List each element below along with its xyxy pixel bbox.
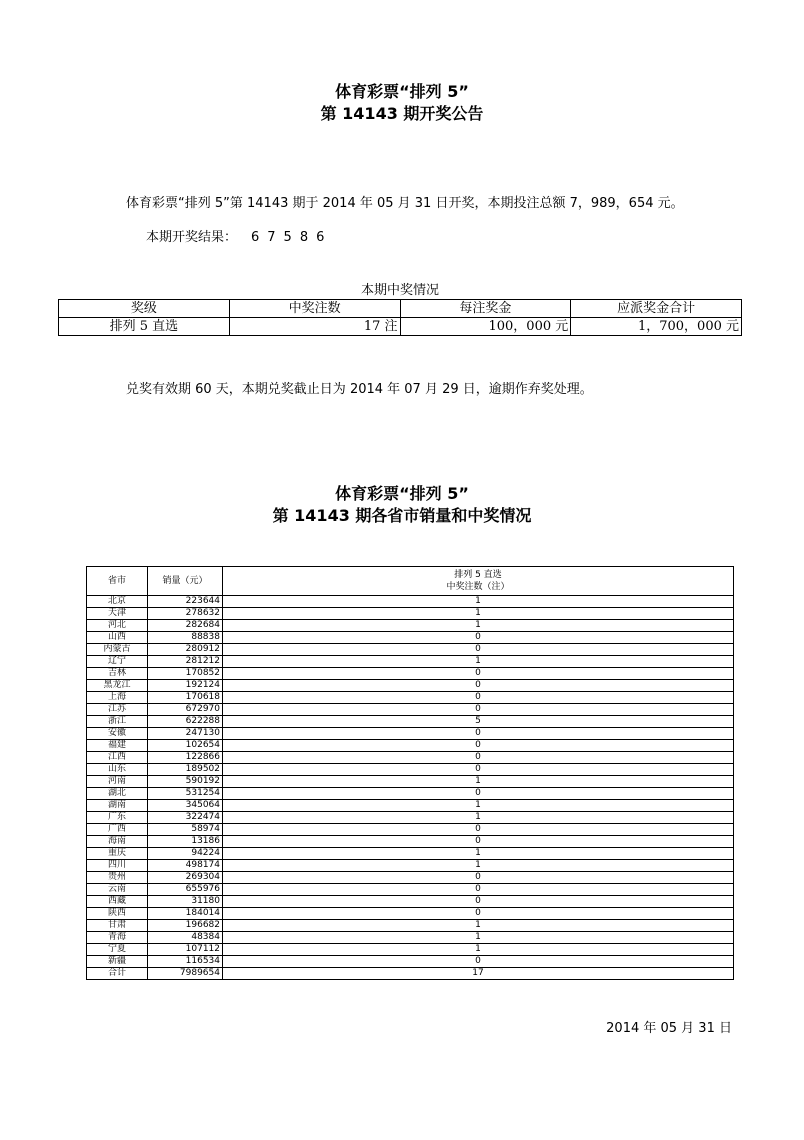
cell-wins: 1 <box>223 944 734 956</box>
cell-wins: 0 <box>223 872 734 884</box>
table-row <box>87 908 734 920</box>
table-row <box>87 944 734 956</box>
table-row <box>87 932 734 944</box>
sales-table-header-row <box>87 567 734 596</box>
redemption-notice: 兑奖有效期 60 天，本期兑奖截止日为 2014 年 07 月 29 日，逾期作弃奖处理。 <box>126 382 593 397</box>
header-province: 省市 <box>87 567 148 596</box>
cell-sales: 122866 <box>148 752 223 764</box>
cell-sales: 531254 <box>148 788 223 800</box>
table-row <box>87 728 734 740</box>
table-row <box>87 692 734 704</box>
table-row <box>87 656 734 668</box>
table-row <box>87 956 734 968</box>
cell-province: 黑龙江 <box>87 680 148 692</box>
cell-sales: 498174 <box>148 860 223 872</box>
cell-wins: 0 <box>223 632 734 644</box>
prize-table-header-row <box>59 300 742 318</box>
table-row <box>87 740 734 752</box>
cell-wins: 1 <box>223 596 734 608</box>
table-row <box>87 596 734 608</box>
table-row <box>87 668 734 680</box>
prize-table-row <box>59 318 742 336</box>
header-wins <box>223 567 734 596</box>
cell-province: 重庆 <box>87 848 148 860</box>
table-row <box>87 884 734 896</box>
cell-sales: 196682 <box>148 920 223 932</box>
cell-province: 云南 <box>87 884 148 896</box>
cell-sales: 281212 <box>148 656 223 668</box>
table-row <box>87 860 734 872</box>
cell-sales: 170618 <box>148 692 223 704</box>
draw-result <box>146 226 332 245</box>
cell-province: 新疆 <box>87 956 148 968</box>
cell-wins: 1 <box>223 860 734 872</box>
cell-sales: 7989654 <box>148 968 223 980</box>
header-prize-level: 奖级 <box>59 300 230 318</box>
header-wins-line2: 中奖注数（注） <box>446 582 510 592</box>
cell-province: 合计 <box>87 968 148 980</box>
cell-province: 上海 <box>87 692 148 704</box>
cell-wins: 1 <box>223 776 734 788</box>
cell-sales: 655976 <box>148 884 223 896</box>
cell-sales: 31180 <box>148 896 223 908</box>
table-row <box>87 824 734 836</box>
cell-wins: 0 <box>223 752 734 764</box>
cell-wins: 0 <box>223 668 734 680</box>
cell-province: 贵州 <box>87 872 148 884</box>
cell-sales: 102654 <box>148 740 223 752</box>
cell-sales: 672970 <box>148 704 223 716</box>
cell-sales: 107112 <box>148 944 223 956</box>
cell-sales: 116534 <box>148 956 223 968</box>
cell-wins: 0 <box>223 908 734 920</box>
prize-table-caption: 本期中奖情况 <box>360 283 439 298</box>
table-row <box>87 620 734 632</box>
sales-title-line2: 第 14143 期各省市销量和中奖情况 <box>272 506 532 525</box>
cell-sales: 278632 <box>148 608 223 620</box>
cell-wins: 1 <box>223 920 734 932</box>
cell-wins: 0 <box>223 644 734 656</box>
table-row <box>87 716 734 728</box>
cell-sales: 189502 <box>148 764 223 776</box>
table-row <box>87 644 734 656</box>
cell-province: 山东 <box>87 764 148 776</box>
cell-wins: 17 <box>223 968 734 980</box>
cell-wins: 0 <box>223 884 734 896</box>
table-row <box>87 776 734 788</box>
sales-date: 2014 年 05 月 31 日 <box>606 1021 732 1036</box>
cell-province: 湖南 <box>87 800 148 812</box>
result-label: 本期开奖结果： <box>146 230 238 245</box>
cell-province: 广东 <box>87 812 148 824</box>
sales-table <box>86 566 734 980</box>
cell-sales: 192124 <box>148 680 223 692</box>
cell-province: 安徽 <box>87 728 148 740</box>
cell-wins: 1 <box>223 812 734 824</box>
cell-sales: 247130 <box>148 728 223 740</box>
header-sales: 销量（元） <box>148 567 223 596</box>
cell-prize-per-bet: 100，000 元 <box>400 318 571 336</box>
cell-province: 河北 <box>87 620 148 632</box>
cell-sales: 170852 <box>148 668 223 680</box>
cell-wins: 0 <box>223 788 734 800</box>
announcement-title-line2: 第 14143 期开奖公告 <box>320 104 484 123</box>
cell-province: 天津 <box>87 608 148 620</box>
cell-province: 甘肃 <box>87 920 148 932</box>
cell-wins: 1 <box>223 620 734 632</box>
cell-wins: 0 <box>223 680 734 692</box>
announcement-intro: 体育彩票“排列 5”第 14143 期于 2014 年 05 月 31 日开奖，本期投注总额 7，989，654 元。 <box>126 196 684 211</box>
cell-province: 四川 <box>87 860 148 872</box>
cell-province: 陕西 <box>87 908 148 920</box>
cell-sales: 223644 <box>148 596 223 608</box>
cell-sales: 269304 <box>148 872 223 884</box>
cell-sales: 282684 <box>148 620 223 632</box>
cell-province: 宁夏 <box>87 944 148 956</box>
cell-province: 辽宁 <box>87 656 148 668</box>
table-row <box>87 896 734 908</box>
cell-wins: 0 <box>223 764 734 776</box>
cell-province: 湖北 <box>87 788 148 800</box>
cell-wins: 1 <box>223 932 734 944</box>
cell-sales: 590192 <box>148 776 223 788</box>
cell-province: 内蒙古 <box>87 644 148 656</box>
cell-province: 西藏 <box>87 896 148 908</box>
cell-wins: 0 <box>223 956 734 968</box>
cell-province: 江西 <box>87 752 148 764</box>
header-win-count: 中奖注数 <box>229 300 400 318</box>
cell-wins: 1 <box>223 800 734 812</box>
cell-wins: 0 <box>223 704 734 716</box>
cell-province: 山西 <box>87 632 148 644</box>
table-row <box>87 704 734 716</box>
table-row <box>87 920 734 932</box>
announcement-title-line1: 体育彩票“排列 5” <box>335 82 469 101</box>
cell-sales: 58974 <box>148 824 223 836</box>
header-prize-per-bet: 每注奖金 <box>400 300 571 318</box>
table-row <box>87 632 734 644</box>
cell-wins: 0 <box>223 896 734 908</box>
cell-province: 河南 <box>87 776 148 788</box>
table-row <box>87 680 734 692</box>
table-row <box>87 836 734 848</box>
table-row <box>87 848 734 860</box>
cell-prize-level: 排列 5 直选 <box>59 318 230 336</box>
header-total-payout: 应派奖金合计 <box>571 300 742 318</box>
cell-wins: 1 <box>223 848 734 860</box>
cell-province: 江苏 <box>87 704 148 716</box>
cell-wins: 1 <box>223 608 734 620</box>
cell-province: 福建 <box>87 740 148 752</box>
header-wins-line1: 排列 5 直选 <box>454 570 502 580</box>
cell-sales: 48384 <box>148 932 223 944</box>
cell-sales: 622288 <box>148 716 223 728</box>
table-row <box>87 608 734 620</box>
cell-sales: 94224 <box>148 848 223 860</box>
cell-sales: 345064 <box>148 800 223 812</box>
cell-wins: 0 <box>223 728 734 740</box>
cell-province: 海南 <box>87 836 148 848</box>
cell-sales: 184014 <box>148 908 223 920</box>
cell-win-count: 17 注 <box>229 318 400 336</box>
cell-wins: 0 <box>223 824 734 836</box>
cell-wins: 5 <box>223 716 734 728</box>
table-row <box>87 812 734 824</box>
result-numbers: 67586 <box>251 230 333 245</box>
cell-province: 浙江 <box>87 716 148 728</box>
table-row <box>87 968 734 980</box>
cell-sales: 13186 <box>148 836 223 848</box>
sales-table-body <box>87 596 734 980</box>
sales-title-line1: 体育彩票“排列 5” <box>335 484 469 503</box>
cell-province: 广西 <box>87 824 148 836</box>
cell-wins: 0 <box>223 740 734 752</box>
prize-table <box>58 299 742 336</box>
table-row <box>87 872 734 884</box>
table-row <box>87 788 734 800</box>
cell-province: 吉林 <box>87 668 148 680</box>
table-row <box>87 764 734 776</box>
table-row <box>87 752 734 764</box>
cell-wins: 0 <box>223 692 734 704</box>
cell-wins: 1 <box>223 656 734 668</box>
cell-province: 青海 <box>87 932 148 944</box>
cell-sales: 280912 <box>148 644 223 656</box>
cell-sales: 88838 <box>148 632 223 644</box>
cell-province: 北京 <box>87 596 148 608</box>
cell-wins: 0 <box>223 836 734 848</box>
cell-total-payout: 1，700，000 元 <box>571 318 742 336</box>
cell-sales: 322474 <box>148 812 223 824</box>
table-row <box>87 800 734 812</box>
